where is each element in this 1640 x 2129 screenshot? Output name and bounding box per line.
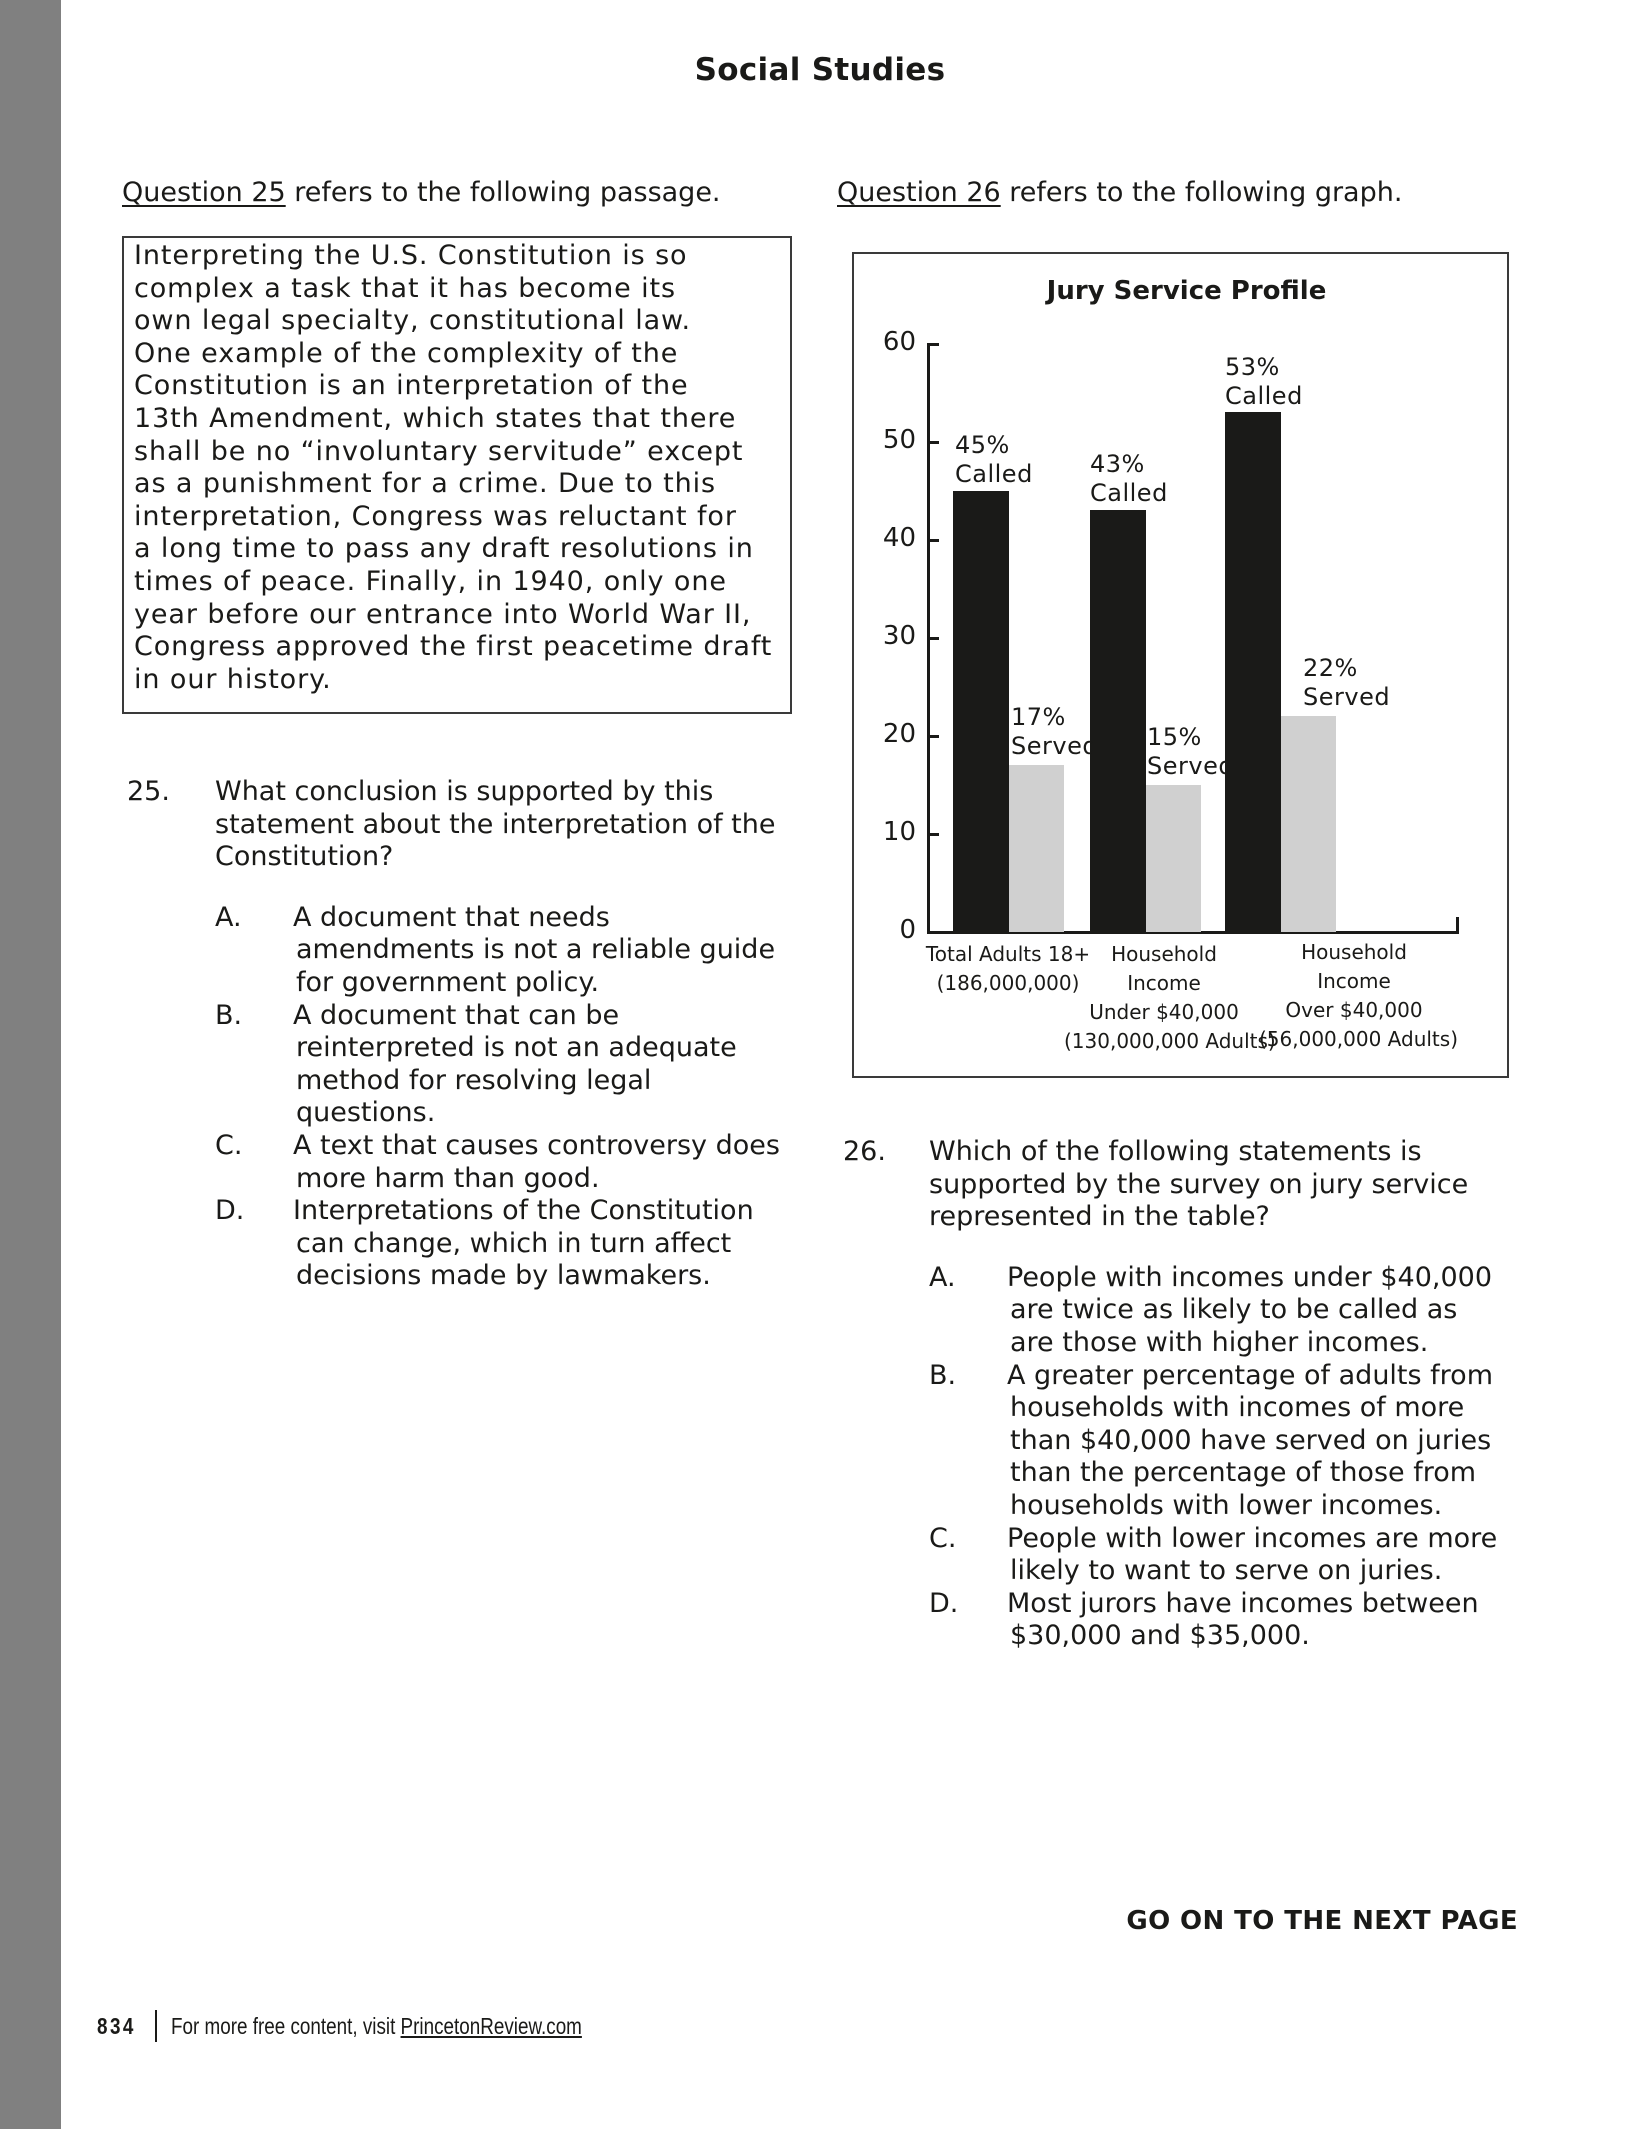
choice-letter: B. — [215, 999, 243, 1031]
passage-line: in our history. — [134, 663, 332, 695]
question-stem: What conclusion is supported by this statement about the interpretation of the Constitution? — [215, 776, 776, 873]
passage-line: shall be no “involuntary servitude” except — [134, 435, 744, 467]
passage-line: interpretation, Congress was reluctant for — [134, 500, 737, 532]
y-tick-label: 60 — [882, 327, 916, 357]
choice-text: People with incomes under $40,000 are twice as likely to be called as are those with higher incomes. — [1007, 1261, 1492, 1358]
choice-b[interactable] — [215, 1000, 780, 1130]
q26-reference — [837, 176, 1402, 210]
choice-letter: A. — [929, 1261, 956, 1293]
choice-text: Interpretations of the Constitution can change, which in turn affect decisions made by lawmakers. — [293, 1195, 754, 1292]
category-label-under-40k: Household Income Under $40,000 (130,000,000 Adults) — [1064, 942, 1276, 1053]
q26-reference-link: Question 26 — [837, 177, 1001, 208]
page-number: 834 — [97, 2012, 136, 2039]
choice-a[interactable] — [929, 1262, 1497, 1360]
question-number: 25. — [127, 776, 170, 807]
choice-a[interactable] — [215, 902, 780, 1000]
y-tick-label: 30 — [882, 621, 916, 651]
bar-label-served-under-40k: 15% Served — [1147, 723, 1235, 780]
passage-line: One example of the complexity of the — [134, 337, 679, 369]
page-margin-bar — [0, 0, 61, 2129]
choice-letter: C. — [215, 1129, 243, 1161]
passage-line: own legal specialty, constitutional law. — [134, 305, 692, 337]
choice-d[interactable] — [215, 1195, 780, 1293]
choice-text: People with lower incomes are more likely to want to serve on juries. — [1007, 1522, 1498, 1587]
y-tick-label: 20 — [882, 719, 916, 749]
passage-line: Constitution is an interpretation of the — [134, 370, 689, 402]
bar-called-total — [953, 491, 1009, 932]
choice-text: A document that needs amendments is not a reliable guide for government policy. — [293, 901, 776, 998]
passage-line: Interpreting the U.S. Constitution is so — [134, 240, 688, 271]
page-title: Social Studies — [694, 52, 946, 88]
bar-label-called-over-40k: 53% Called — [1225, 353, 1303, 410]
choice-text: Most jurors have incomes between $30,000 and $35,000. — [1007, 1587, 1479, 1652]
choice-c[interactable] — [929, 1523, 1497, 1588]
y-tick — [927, 539, 939, 542]
passage-line: Congress approved the first peacetime draft — [134, 631, 773, 663]
choice-b[interactable] — [929, 1360, 1497, 1523]
choice-text: A document that can be reinterpreted is not an adequate method for resolving legal questions. — [293, 999, 737, 1129]
bar-label-called-under-40k: 43% Called — [1090, 450, 1168, 507]
choice-c[interactable] — [215, 1130, 780, 1195]
y-tick — [927, 833, 939, 836]
y-tick — [927, 735, 939, 738]
footer-text: For more free content, visit PrincetonReview.com — [171, 2012, 582, 2039]
princeton-review-link[interactable]: PrincetonReview.com — [400, 2012, 582, 2039]
q25-reference-text: refers to the following passage. — [285, 177, 721, 208]
x-axis-end-tick — [1456, 917, 1459, 934]
bar-served-over-40k — [1281, 716, 1336, 932]
category-label-total: Total Adults 18+ (186,000,000) — [925, 942, 1091, 995]
answer-choices — [929, 1262, 1497, 1653]
bar-label-served-over-40k: 22% Served — [1303, 654, 1391, 711]
passage-line: a long time to pass any draft resolutions in — [134, 533, 754, 565]
q25-reference-link: Question 25 — [122, 177, 286, 208]
y-tick-label: 40 — [882, 523, 916, 553]
passage-line: times of peace. Finally, in 1940, only one — [134, 565, 727, 597]
question-number: 26. — [843, 1136, 886, 1167]
passage-line: complex a task that it has become its — [134, 272, 677, 304]
bar-called-under-40k — [1090, 510, 1146, 932]
y-tick — [927, 441, 939, 444]
choice-letter: C. — [929, 1522, 957, 1554]
page-footer — [97, 2010, 672, 2042]
choice-letter: D. — [929, 1587, 959, 1619]
chart-title: Jury Service Profile — [1046, 276, 1327, 306]
bar-served-total — [1009, 765, 1064, 932]
question-stem: Which of the following statements is supported by the survey on jury service represented in the table? — [929, 1136, 1469, 1233]
choice-text: A text that causes controversy does more harm than good. — [293, 1129, 780, 1194]
jury-service-chart — [852, 252, 1509, 1078]
bar-served-under-40k — [1146, 785, 1201, 932]
question-25 — [127, 776, 780, 1293]
bar-called-over-40k — [1225, 412, 1281, 932]
y-tick — [927, 343, 939, 346]
choice-letter: D. — [215, 1195, 245, 1227]
answer-choices — [215, 902, 780, 1293]
y-tick — [927, 637, 939, 640]
y-tick-label: 10 — [882, 817, 916, 847]
bar-label-served-total: 17% Served — [1011, 703, 1099, 760]
passage-line: 13th Amendment, which states that there — [134, 402, 737, 434]
question-26 — [843, 1136, 1497, 1653]
q26-reference-text: refers to the following graph. — [1000, 177, 1403, 208]
passage-line: as a punishment for a crime. Due to this — [134, 468, 716, 500]
choice-d[interactable] — [929, 1588, 1497, 1653]
passage-line: year before our entrance into World War II, — [134, 598, 752, 630]
choice-text: A greater percentage of adults from households with incomes of more than $40,000 have served on juries than the percentage of those from households with lower incomes. — [1007, 1359, 1493, 1521]
y-tick-label: 50 — [882, 425, 916, 455]
q25-passage-box — [122, 236, 792, 714]
choice-letter: A. — [215, 901, 242, 933]
bar-label-called-total: 45% Called — [955, 431, 1033, 488]
q25-reference — [122, 176, 721, 210]
footer-divider — [155, 2010, 157, 2042]
choice-letter: B. — [929, 1359, 957, 1391]
go-on-next-page: GO ON TO THE NEXT PAGE — [1126, 1906, 1518, 1936]
category-label-over-40k: Household Income Over $40,000 (56,000,000 Adults) — [1259, 940, 1458, 1051]
y-tick-label: 0 — [899, 915, 916, 945]
